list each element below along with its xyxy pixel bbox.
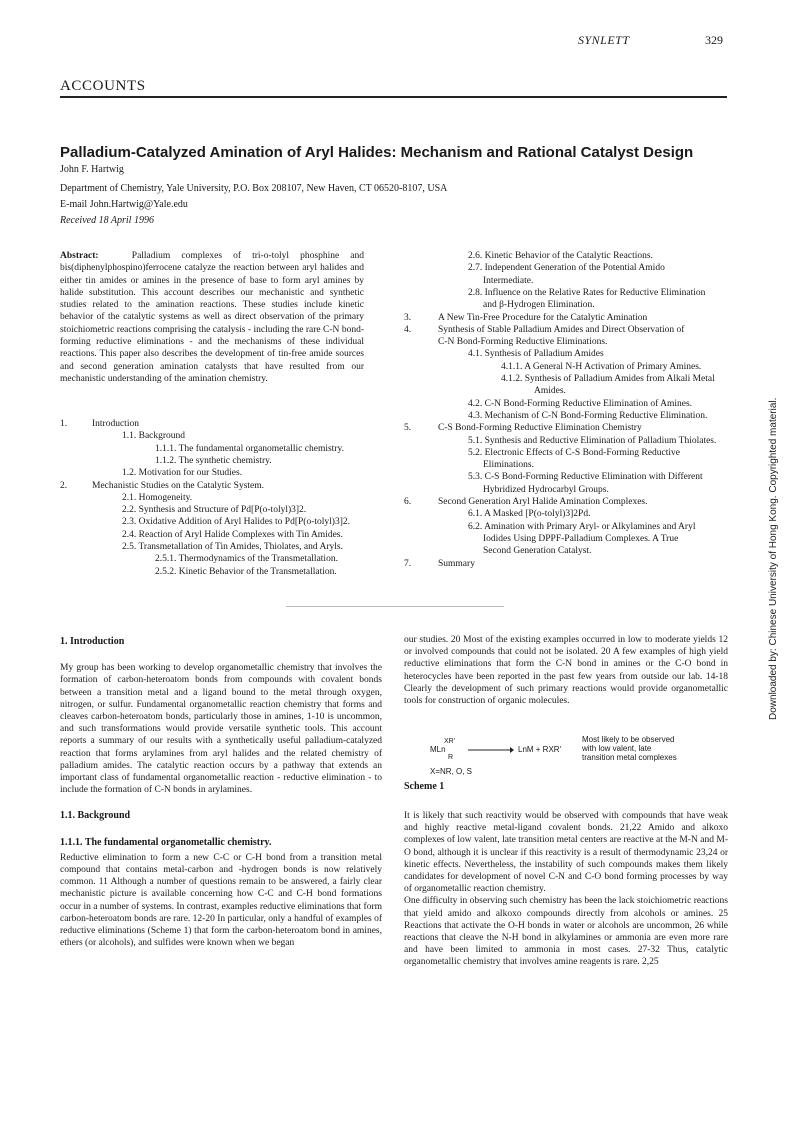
- right-paragraph-3: One difficulty in observing such chemistry has been the lack stoichiometric reactions that yield amido and alkoxo compounds directly from alcohols or amines. 25 Reactions that activate the O-H bonds in water or alcohols are uncommon, 26 while reactions that cleave the N-H bond in alkylamines or ammonia are even more rare and have been limited to ammonia in most cases. 27-32 Thus, catalytic organometallic chemistry that involves amine reagents is rare. 2,25: [404, 896, 728, 968]
- scheme-r-label: R: [448, 754, 454, 761]
- right-paragraph-2: It is likely that such reactivity would be observed with compounds that have weak and highly reactive metal-ligand covalent bonds. 21,22 Amido and alkoxo complexes of low valent, late transition metal centers are reactive at the M-N and M-O bond, although it is unclear if this reactivity is a result of thermodynamic 23,24 or kinetic effects. Nevertheless, the instability of such compounds makes them likely candidates for development of novel C-N and C-O bond forming processes by way of organometallic reaction chemistry.: [404, 811, 728, 895]
- toc-number: 4.: [404, 324, 412, 335]
- toc-text: Iodides Using DPPF-Palladium Complexes. A True: [483, 533, 679, 544]
- abstract-label: Abstract:: [60, 251, 99, 261]
- scheme-label: Scheme 1: [404, 781, 445, 792]
- header-rule: [60, 96, 727, 98]
- toc-text: 2.5. Transmetallation of Tin Amides, Thiolates, and Aryls.: [122, 542, 343, 552]
- toc-text: Intermediate.: [483, 275, 534, 286]
- toc-text: 1.1.1. The fundamental organometallic chemistry.: [155, 443, 344, 454]
- fundamental-heading: 1.1.1. The fundamental organometallic chemistry.: [60, 836, 272, 848]
- reaction-arrow-icon: [466, 745, 514, 755]
- toc-text: and β-Hydrogen Elimination.: [483, 300, 595, 311]
- abstract-text: Palladium complexes of tri-o-tolyl phosphine and bis(diphenylphospino)ferrocene catalyze the reaction between aryl halides and either tin amides or amines in the presence of base to form aryl amines by halide substitution. This account describes our mechanistic and synthetic studies related to the amination reactions. These studies include kinetic behavior of the catalytic systems as well as direct observation of the primary stoichiometric reactions comprising the catalysis - including the rare C-N bond-forming reductive eliminations - and the mechanisms of these individual reactions. This paper also describes the development of tin-free amide sources and second generation amination catalysts that have resulted from our mechanistic understanding of the amination chemistry.: [60, 251, 364, 384]
- toc-text: Second Generation Catalyst.: [483, 546, 592, 557]
- toc-text: 2.2. Synthesis and Structure of Pd[P(o-tolyl)3]2.: [122, 505, 307, 516]
- intro-heading: 1. Introduction: [60, 636, 125, 647]
- toc-text: 2.8. Influence on the Relative Rates for Reductive Elimination: [468, 287, 706, 298]
- toc-number: 7.: [404, 558, 412, 569]
- toc-text: 2.1. Homogeneity.: [122, 492, 193, 503]
- right-paragraph-1: our studies. 20 Most of the existing examples occurred in low to moderate yields 12 or involved compounds that could not be isolated. 20 A few examples of high yield reductive eliminations that form the C-N bond in amines or the C-O bond in heterocycles have been reported in the past few years from outside our lab. 14-18 Clearly the development of such primary reactions would provide organometallic tools for construction of organic molecules.: [404, 635, 728, 707]
- toc-text: 1.1. Background: [122, 431, 186, 442]
- scheme-note-line: Most likely to be observed: [582, 735, 675, 744]
- toc-text: C-N Bond-Forming Reductive Eliminations.: [438, 337, 608, 348]
- toc-text: 4.3. Mechanism of C-N Bond-Forming Reductive Elimination.: [468, 410, 708, 421]
- received-date: Received 18 April 1996: [60, 215, 154, 226]
- toc-text: 2.5.1. Thermodynamics of the Transmetallation.: [155, 554, 338, 565]
- toc-text: 1.2. Motivation for our Studies.: [122, 468, 243, 479]
- toc-text: 2.3. Oxidative Addition of Aryl Halides to Pd[P(o-tolyl)3]2.: [122, 517, 350, 528]
- toc-number: 2.: [60, 480, 68, 491]
- toc-text: Eliminations.: [483, 460, 534, 471]
- scheme-note-line: transition metal complexes: [582, 753, 677, 762]
- toc-text: Introduction: [92, 419, 139, 429]
- toc-text: A New Tin-Free Procedure for the Catalytic Amination: [438, 312, 648, 323]
- scheme-note-line: with low valent, late: [582, 744, 652, 753]
- toc-text: 6.1. A Masked [P(o-tolyl)3]2Pd.: [468, 509, 591, 520]
- left-column: [60, 636, 382, 949]
- toc-text: 5.3. C-S Bond-Forming Reductive Elimination with Different: [468, 472, 703, 483]
- journal-name: SYNLETT: [578, 33, 630, 47]
- toc-text: Mechanistic Studies on the Catalytic System.: [92, 480, 265, 491]
- toc-text: Second Generation Aryl Halide Amination Complexes.: [438, 497, 648, 507]
- toc-text: C-S Bond-Forming Reductive Elimination Chemistry: [438, 423, 642, 434]
- toc-text: Summary: [438, 558, 475, 569]
- toc-text: 2.5.2. Kinetic Behavior of the Transmetallation.: [155, 566, 337, 577]
- toc-text: 2.6. Kinetic Behavior of the Catalytic Reactions.: [468, 251, 653, 261]
- toc-text: 6.2. Amination with Primary Aryl- or Alkylamines and Aryl: [468, 521, 696, 532]
- right-column-top: [404, 634, 728, 707]
- toc-text: 2.4. Reaction of Aryl Halide Complexes with Tin Amides.: [122, 529, 343, 540]
- section-divider: [286, 606, 504, 607]
- toc-text: 5.2. Electronic Effects of C-S Bond-Forming Reductive: [468, 447, 680, 458]
- scheme-note: [582, 735, 677, 762]
- toc-number: 6.: [404, 497, 412, 507]
- section-label: ACCOUNTS: [60, 78, 146, 94]
- scheme-reactant: MLn: [430, 745, 446, 754]
- toc-text: Amides.: [534, 386, 566, 397]
- author: John F. Hartwig: [60, 164, 124, 175]
- toc-text: 4.1.1. A General N-H Activation of Primary Amines.: [501, 361, 702, 372]
- scheme-1: [404, 735, 728, 805]
- toc-number: 3.: [404, 312, 412, 323]
- scheme-substituents: X=NR, O, S: [430, 767, 473, 776]
- email: E-mail John.Hartwig@Yale.edu: [60, 199, 188, 210]
- toc-text: 4.1.2. Synthesis of Palladium Amides from Alkali Metal: [501, 374, 715, 384]
- toc-text: Hybridized Hydrocarbyl Groups.: [483, 484, 609, 495]
- scheme-product: LnM + RXR': [518, 745, 562, 754]
- toc-number: 1.: [60, 419, 68, 429]
- fundamental-paragraph: Reductive elimination to form a new C-C or C-H bond from a transition metal compound that contains metal-carbon and -hydrogen bonds is now relatively common. 11 Although a number of questions remain to be answered, a fairly clear mechanistic picture is available concerning how C-C and C-H bond formations occur in a number of systems. In contrast, examples reductive eliminations that form carbon-heteroatom bonds are rare. 12-20 In particular, only a handful of examples of reductive eliminations (Scheme 1) that form the carbon-heteroatom bond in amines, ethers (or alcohols), and sulfides were known when we began: [60, 852, 382, 949]
- background-heading: 1.1. Background: [60, 810, 131, 822]
- toc-text: 2.7. Independent Generation of the Potential Amido: [468, 263, 665, 274]
- toc-text: 1.1.2. The synthetic chemistry.: [155, 455, 272, 466]
- page-number: 329: [705, 33, 723, 47]
- download-watermark: Downloaded by: Chinese University of Hong Kong. Copyrighted material.: [768, 397, 779, 720]
- affiliation: Department of Chemistry, Yale University, P.O. Box 208107, New Haven, CT 06520-8107, USA: [60, 183, 448, 194]
- toc-text: Synthesis of Stable Palladium Amides and Direct Observation of: [438, 324, 685, 335]
- toc-text: 5.1. Synthesis and Reductive Elimination of Palladium Thiolates.: [468, 435, 717, 446]
- toc-number: 5.: [404, 423, 412, 434]
- right-column-bottom: [404, 810, 728, 969]
- scheme-xr-label: XR': [444, 738, 456, 745]
- abstract: [60, 250, 364, 385]
- intro-paragraph: My group has been working to develop organometallic chemistry that involves the formation of carbon-heteroatom bonds from compounds with covalent bonds between a transition metal and a ligand bound to the metal through oxygen, nitrogen, or sulfur. Fundamental organometallic reaction chemistry that forms and cleaves carbon-heteroatom bonds, particularly those in amines, 1-10 is uncommon, and such transformations would provide versatile synthetic tools. This account reports a summary of our results with a synthetically useful palladium-catalyzed reaction that forms arylamines from aryl halides and the related chemistry of palladium amides. The catalytic reaction occurs by a pathway that extends an important class of fundamental organometallic reaction - reductive elimination - to include the formation of C-N bonds in arylamines.: [60, 663, 382, 796]
- article-title: Palladium-Catalyzed Amination of Aryl Halides: Mechanism and Rational Catalyst Design: [60, 144, 694, 161]
- toc-text: 4.1. Synthesis of Palladium Amides: [468, 349, 604, 360]
- toc-text: 4.2. C-N Bond-Forming Reductive Elimination of Amines.: [468, 398, 693, 409]
